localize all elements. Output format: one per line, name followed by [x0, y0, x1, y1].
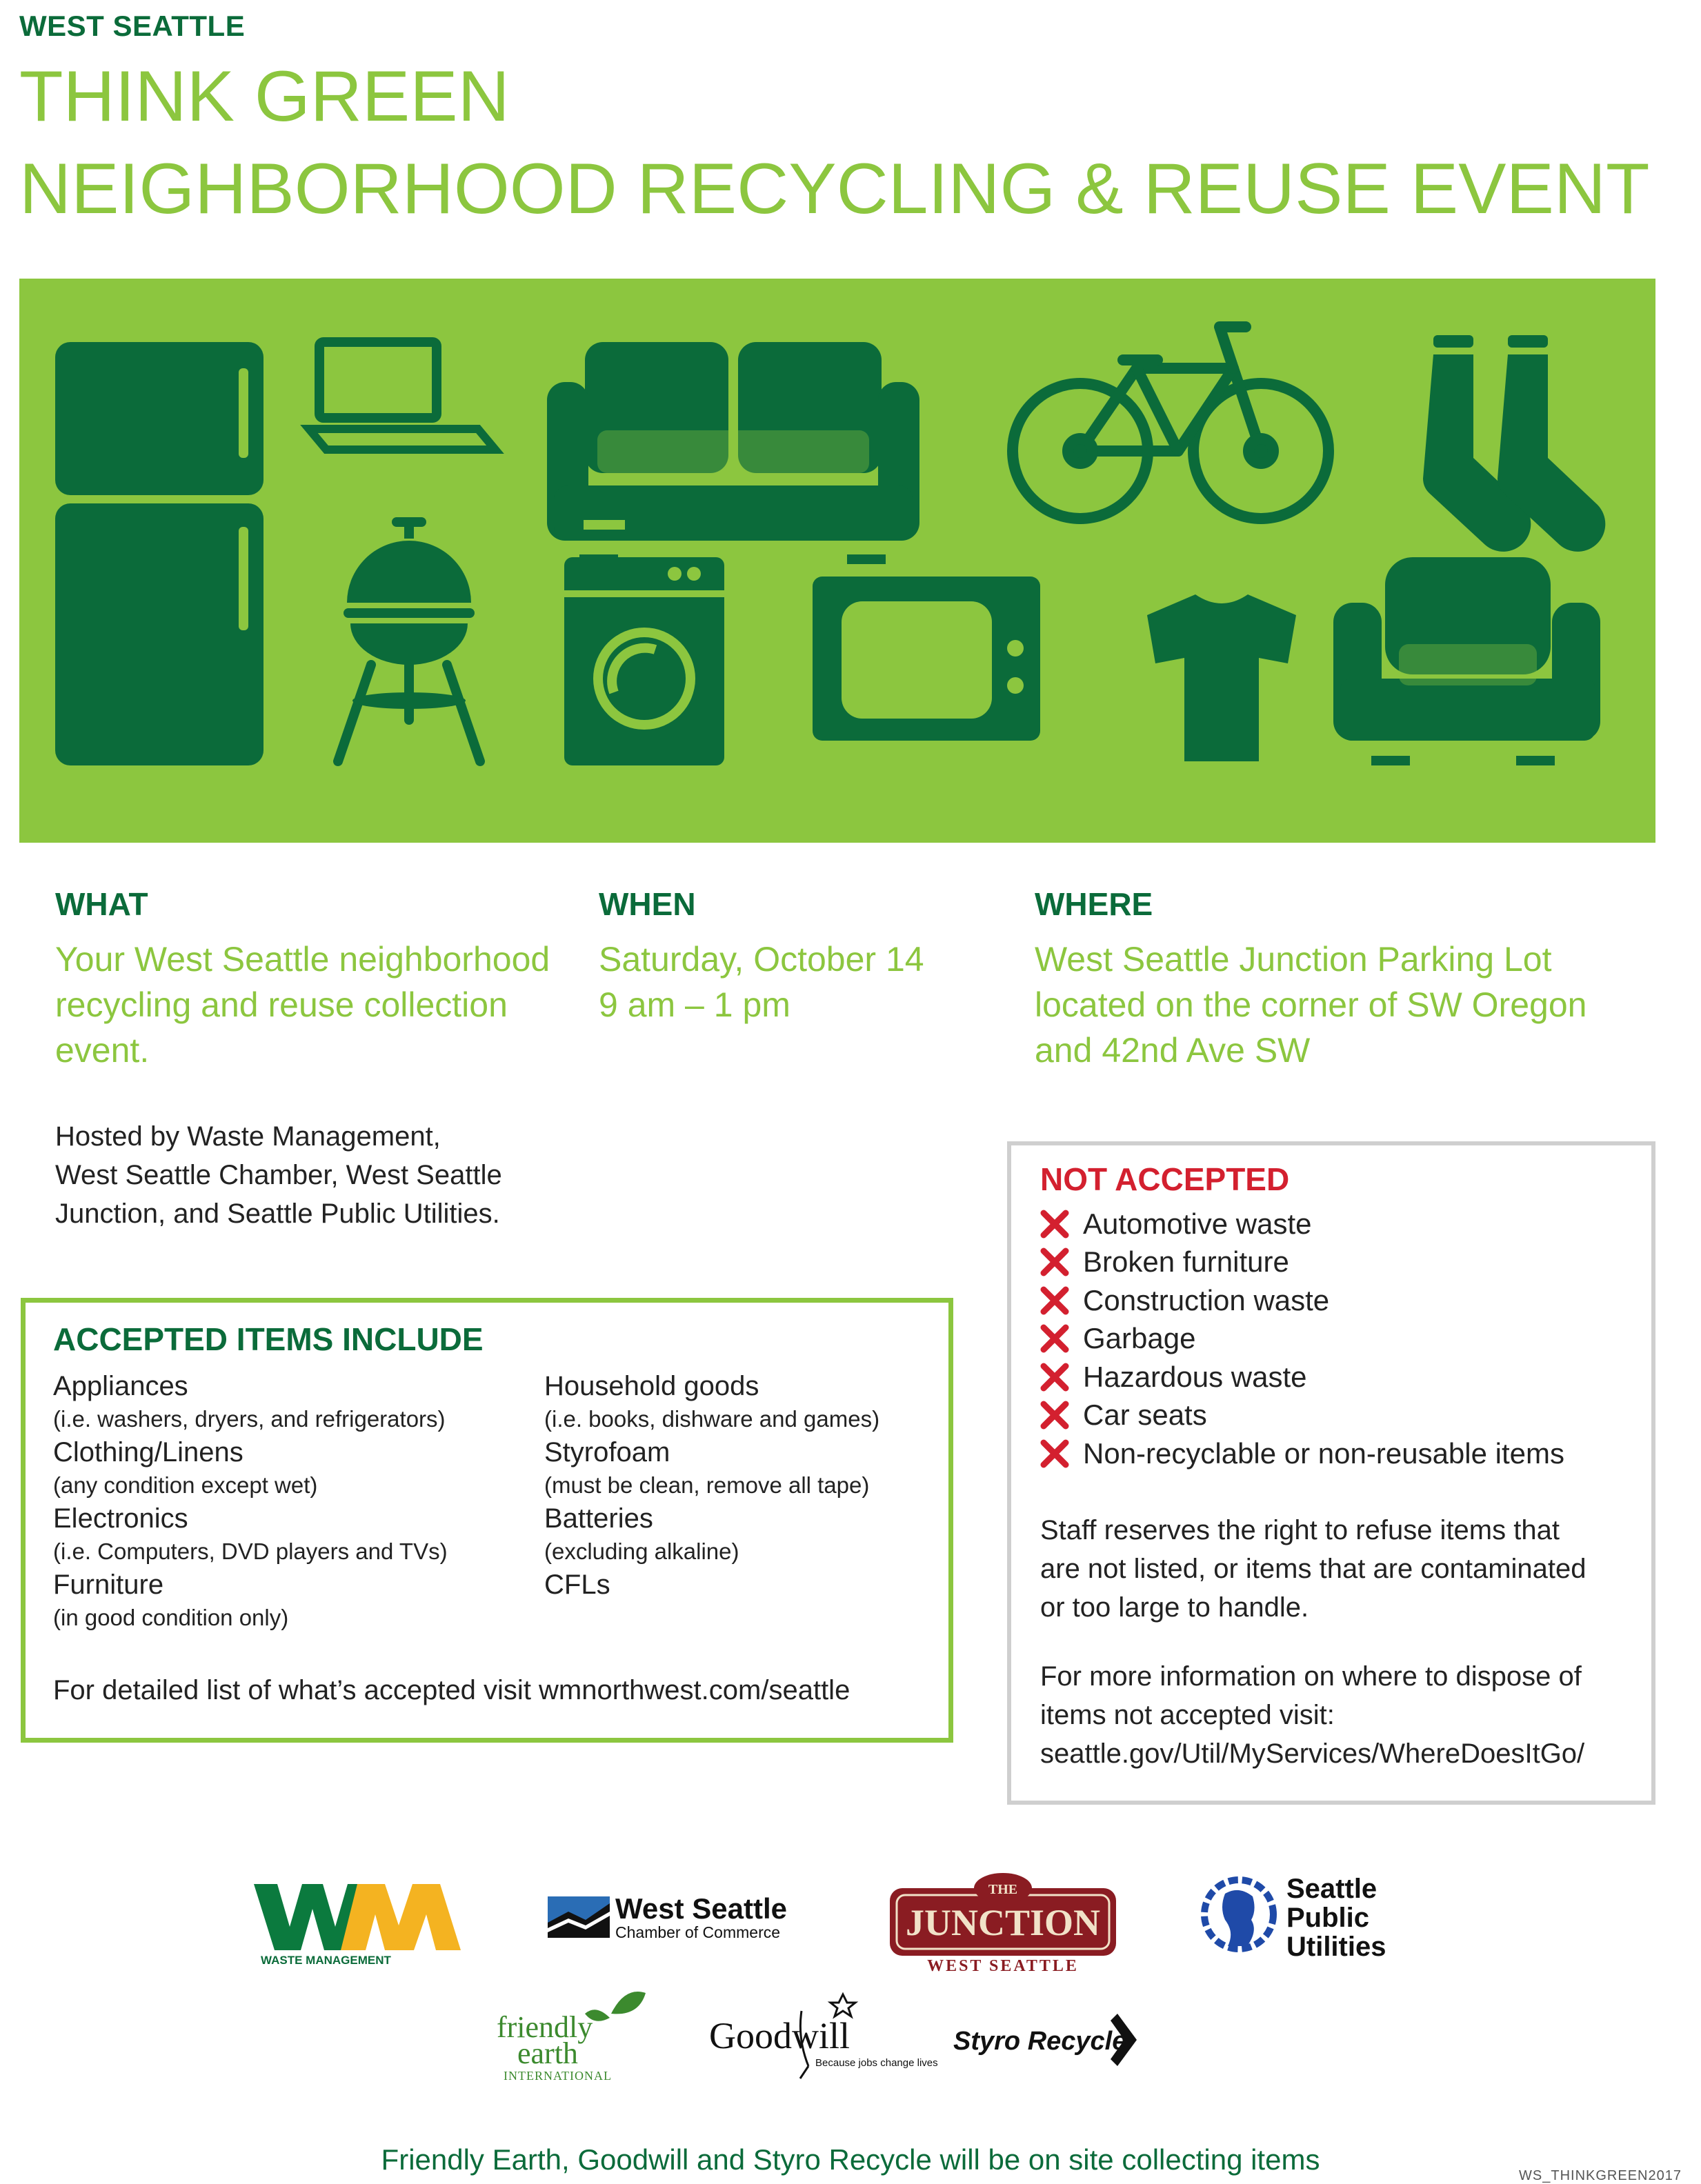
list-item	[544, 1501, 944, 1567]
list-item	[53, 1435, 536, 1501]
staff-line: are not listed, or items that are contaminated	[1040, 1554, 1586, 1584]
not-accepted-list	[1039, 1205, 1564, 1473]
socks-icon	[1423, 335, 1605, 552]
more-info	[1040, 1657, 1633, 1773]
info-line: For more information on where to dispose of	[1040, 1661, 1582, 1692]
where-line: West Seattle Junction Parking Lot	[1035, 940, 1552, 979]
staff-line: Staff reserves the right to refuse items that	[1040, 1515, 1560, 1545]
hosted-by	[55, 1117, 579, 1233]
banner-illustration	[19, 279, 1655, 843]
armchair-icon	[1333, 557, 1600, 765]
page-subtitle: NEIGHBORHOOD RECYCLING & REUSE EVENT	[19, 149, 1650, 229]
waste-management-logo	[254, 1884, 475, 1967]
hosted-line: Junction, and Seattle Public Utilities.	[55, 1199, 500, 1229]
item-note: (i.e. books, dishware and games)	[544, 1406, 880, 1432]
where-text	[1035, 936, 1586, 1073]
the-junction-logo	[886, 1863, 1120, 1974]
not-accepted-box	[1007, 1141, 1655, 1805]
list-item	[1039, 1281, 1564, 1320]
washing-machine-icon	[564, 557, 724, 765]
when-time: 9 am – 1 pm	[599, 985, 790, 1024]
not-accepted-item: Hazardous waste	[1083, 1360, 1307, 1393]
where-section	[1035, 885, 1586, 1073]
list-item	[1039, 1434, 1564, 1473]
when-section	[599, 885, 924, 1028]
list-item	[1039, 1243, 1564, 1282]
list-item	[1039, 1396, 1564, 1435]
goodwill-logo	[705, 1990, 938, 2081]
not-accepted-item: Garbage	[1083, 1322, 1196, 1355]
laptop-icon	[309, 342, 495, 450]
what-line: event.	[55, 1031, 150, 1070]
staff-line: or too large to handle.	[1040, 1592, 1309, 1623]
bicycle-icon	[1013, 327, 1329, 519]
not-accepted-title: NOT ACCEPTED	[1040, 1161, 1290, 1197]
document-code: WS_THINKGREEN2017	[1519, 2168, 1682, 2183]
chamber-sub: Chamber of Commerce	[615, 1923, 781, 1941]
item-name: Household goods	[544, 1371, 759, 1401]
when-heading: WHEN	[599, 886, 696, 922]
footer-note: Friendly Earth, Goodwill and Styro Recycle will be on site collecting items	[381, 2143, 1320, 2176]
not-accepted-item: Automotive waste	[1083, 1207, 1312, 1240]
list-item	[53, 1567, 536, 1634]
red-x-icon	[1039, 1438, 1071, 1470]
item-name: Clothing/Linens	[53, 1437, 243, 1467]
item-name: Appliances	[53, 1371, 188, 1401]
not-accepted-item: Broken furniture	[1083, 1245, 1289, 1279]
list-item	[53, 1369, 536, 1435]
spu-line-1: Seattle	[1286, 1874, 1377, 1904]
item-name: Batteries	[544, 1503, 653, 1534]
accepted-items-box	[21, 1298, 953, 1743]
spu-line-3: Utilities	[1286, 1932, 1386, 1962]
list-item	[1039, 1358, 1564, 1396]
list-item	[544, 1567, 944, 1602]
not-accepted-item: Non-recyclable or non-reusable items	[1083, 1436, 1564, 1470]
friendly-line-3: INTERNATIONAL	[504, 2069, 612, 2083]
item-note: (i.e. Computers, DVD players and TVs)	[53, 1539, 448, 1564]
junction-sub: WEST SEATTLE	[927, 1957, 1079, 1975]
what-section	[55, 885, 550, 1073]
what-line: Your West Seattle neighborhood	[55, 940, 550, 979]
accepted-list-right	[544, 1369, 944, 1602]
accepted-footer: For detailed list of what’s accepted visit wmnorthwest.com/seattle	[53, 1675, 850, 1705]
red-x-icon	[1039, 1246, 1071, 1278]
when-date: Saturday, October 14	[599, 940, 924, 979]
friendly-earth-logo	[494, 1986, 659, 2083]
accepted-list-left	[53, 1369, 536, 1634]
red-x-icon	[1039, 1361, 1071, 1393]
item-note: (any condition except wet)	[53, 1472, 318, 1498]
goodwill-tag: Because jobs change lives	[815, 2057, 938, 2069]
item-name: CFLs	[544, 1570, 610, 1600]
styro-name: Styro Recycle	[953, 2027, 1127, 2056]
where-line: and 42nd Ave SW	[1035, 1031, 1311, 1070]
chamber-name: West Seattle	[615, 1892, 787, 1925]
not-accepted-item: Construction waste	[1083, 1283, 1330, 1316]
junction-main: JUNCTION	[905, 1902, 1101, 1943]
hosted-line: West Seattle Chamber, West Seattle	[55, 1160, 502, 1190]
junction-the: THE	[988, 1882, 1018, 1897]
tshirt-icon	[1147, 594, 1296, 761]
goodwill-name: Goodwill	[709, 2015, 850, 2056]
list-item	[544, 1369, 944, 1435]
what-text	[55, 936, 550, 1073]
grill-icon	[338, 517, 480, 761]
friendly-line-2: earth	[517, 2036, 578, 2070]
item-note: (excluding alkaline)	[544, 1539, 739, 1564]
list-item	[544, 1435, 944, 1501]
refrigerator-icon	[55, 342, 263, 765]
staff-notice	[1040, 1511, 1633, 1627]
when-text	[599, 936, 924, 1028]
what-heading: WHAT	[55, 886, 148, 922]
item-note: (i.e. washers, dryers, and refrigerators)	[53, 1406, 446, 1432]
what-line: recycling and reuse collection	[55, 985, 508, 1024]
item-name: Electronics	[53, 1503, 188, 1534]
where-heading: WHERE	[1035, 886, 1153, 922]
item-name: Furniture	[53, 1570, 164, 1600]
list-item	[1039, 1320, 1564, 1359]
red-x-icon	[1039, 1399, 1071, 1431]
wm-caption: WASTE MANAGEMENT	[261, 1954, 391, 1967]
not-accepted-item: Car seats	[1083, 1399, 1207, 1432]
friendly-line-1: friendly	[497, 2010, 593, 2044]
west-seattle-chamber-logo	[548, 1888, 810, 1950]
item-note: (must be clean, remove all tape)	[544, 1472, 870, 1498]
sofa-icon	[547, 342, 919, 564]
spu-line-2: Public	[1286, 1903, 1370, 1933]
hosted-line: Hosted by Waste Management,	[55, 1121, 441, 1152]
items-banner	[19, 279, 1655, 843]
tv-icon	[813, 577, 1040, 741]
accepted-title: ACCEPTED ITEMS INCLUDE	[53, 1321, 484, 1357]
red-x-icon	[1039, 1208, 1071, 1240]
info-line: items not accepted visit:	[1040, 1700, 1335, 1730]
page-title: THINK GREEN	[19, 57, 510, 137]
seattle-public-utilities-logo	[1200, 1869, 1414, 1965]
red-x-icon	[1039, 1323, 1071, 1354]
event-kicker: WEST SEATTLE	[19, 10, 246, 42]
styro-recycle-logo	[951, 2007, 1151, 2073]
item-name: Styrofoam	[544, 1437, 670, 1467]
list-item	[1039, 1205, 1564, 1243]
item-note: (in good condition only)	[53, 1605, 289, 1630]
list-item	[53, 1501, 536, 1567]
red-x-icon	[1039, 1285, 1071, 1316]
where-line: located on the corner of SW Oregon	[1035, 985, 1587, 1024]
info-link[interactable]: seattle.gov/Util/MyServices/WhereDoesItGo/	[1040, 1739, 1585, 1769]
